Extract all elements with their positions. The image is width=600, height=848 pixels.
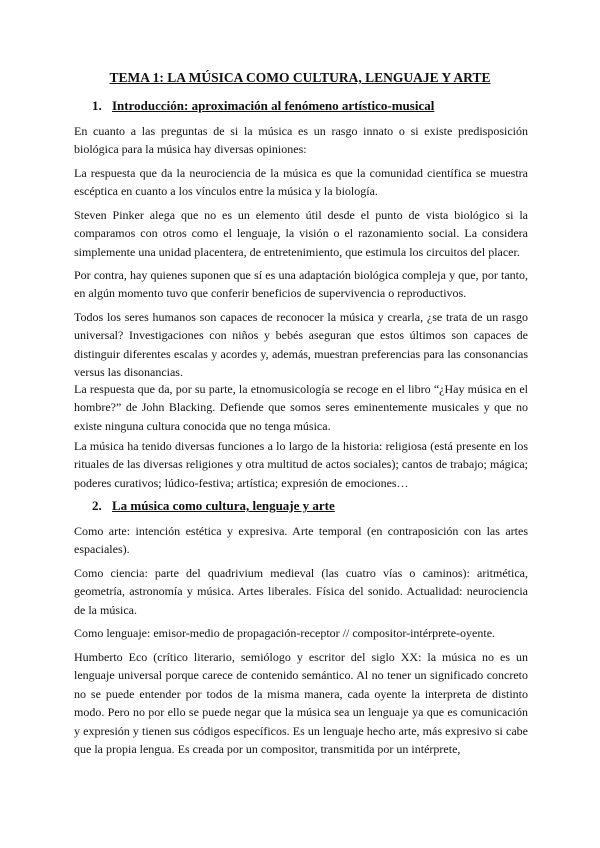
paragraph: Todos los seres humanos son capaces de reconocer la música y crearla, ¿se trata de un rasgo universal? Investigaciones con niños y bebés aseguran que estos últimos son capaces de distinguir diferentes escalas y acordes y, además, muestran preferencias para las consonancias versus las disonancias. [74, 310, 528, 380]
paragraph: Como lenguaje: emisor-medio de propagación-receptor // compositor-intérprete-oyente. [74, 626, 496, 640]
paragraph: La respuesta que da la neurociencia de la música es que la comunidad científica se muestra escéptica en cuanto a los vínculos entre la música y la biología. [74, 166, 528, 199]
paragraph: Como arte: intención estética y expresiva. Arte temporal (en contraposición con las artes espaciales). [74, 524, 528, 557]
paragraph: La respuesta que da, por su parte, la etnomusicología se recoge en el libro “¿Hay música en el hombre?” de John Blacking. Defiende que somos seres eminentemente musicales y que no existe ninguna cultura conocida que no tenga música. [74, 382, 528, 433]
section-1-number: 1. [92, 98, 102, 113]
section-2-number: 2. [92, 498, 102, 513]
paragraph: En cuanto a las preguntas de si la música es un rasgo innato o si existe predisposición biológica para la música hay diversas opiniones: [74, 124, 528, 157]
paragraph: La música ha tenido diversas funciones a lo largo de la historia: religiosa (está presente en los rituales de las diversas religiones y otra multitud de actos sociales); cantos de trabajo; mágica; poderes curativos; lúdico-festiva; artística; expresión de emociones… [74, 439, 528, 490]
paragraph: Por contra, hay quienes suponen que sí es una adaptación biológica compleja y que, por tanto, en algún momento tuvo que conferir beneficios de supervivencia o reproductivos. [74, 268, 528, 301]
paragraph: Como ciencia: parte del quadrivium medieval (las cuatro vías o caminos): aritmética, geometría, astronomía y música. Artes liberales. Física del sonido. Actualidad: neurociencia de la música. [74, 566, 528, 617]
section-1-title: Introducción: aproximación al fenómeno artístico-musical [112, 98, 435, 113]
document-title: TEMA 1: LA MÚSICA COMO CULTURA, LENGUAJE Y ARTE [109, 70, 491, 85]
paragraph: Steven Pinker alega que no es un elemento útil desde el punto de vista biológico si la comparamos con otros como el lenguaje, la visión o el razonamiento social. La considera simplemente una unidad placentera, de entretenimiento, que estimula los circuitos del placer. [74, 208, 528, 259]
section-2-heading [92, 498, 335, 514]
section-1-heading [92, 98, 434, 114]
paragraph: Humberto Eco (crítico literario, semiólogo y escritor del siglo XX: la música no es un lenguaje universal porque carece de contenido semántico. Al no tener un significado concreto no se puede entender por todos de la misma manera, cada oyente la interpreta de distinto modo. Pero no por ello se puede negar que la música sea un lenguaje ya que es comunicación y expresión y tienen sus códigos específicos. Es un lenguaje hecho arte, más expresivo si cabe que la propia lengua. Es creada por un compositor, transmitida por un intérprete, [74, 650, 528, 757]
section-2-title: La música como cultura, lenguaje y arte [112, 498, 335, 513]
